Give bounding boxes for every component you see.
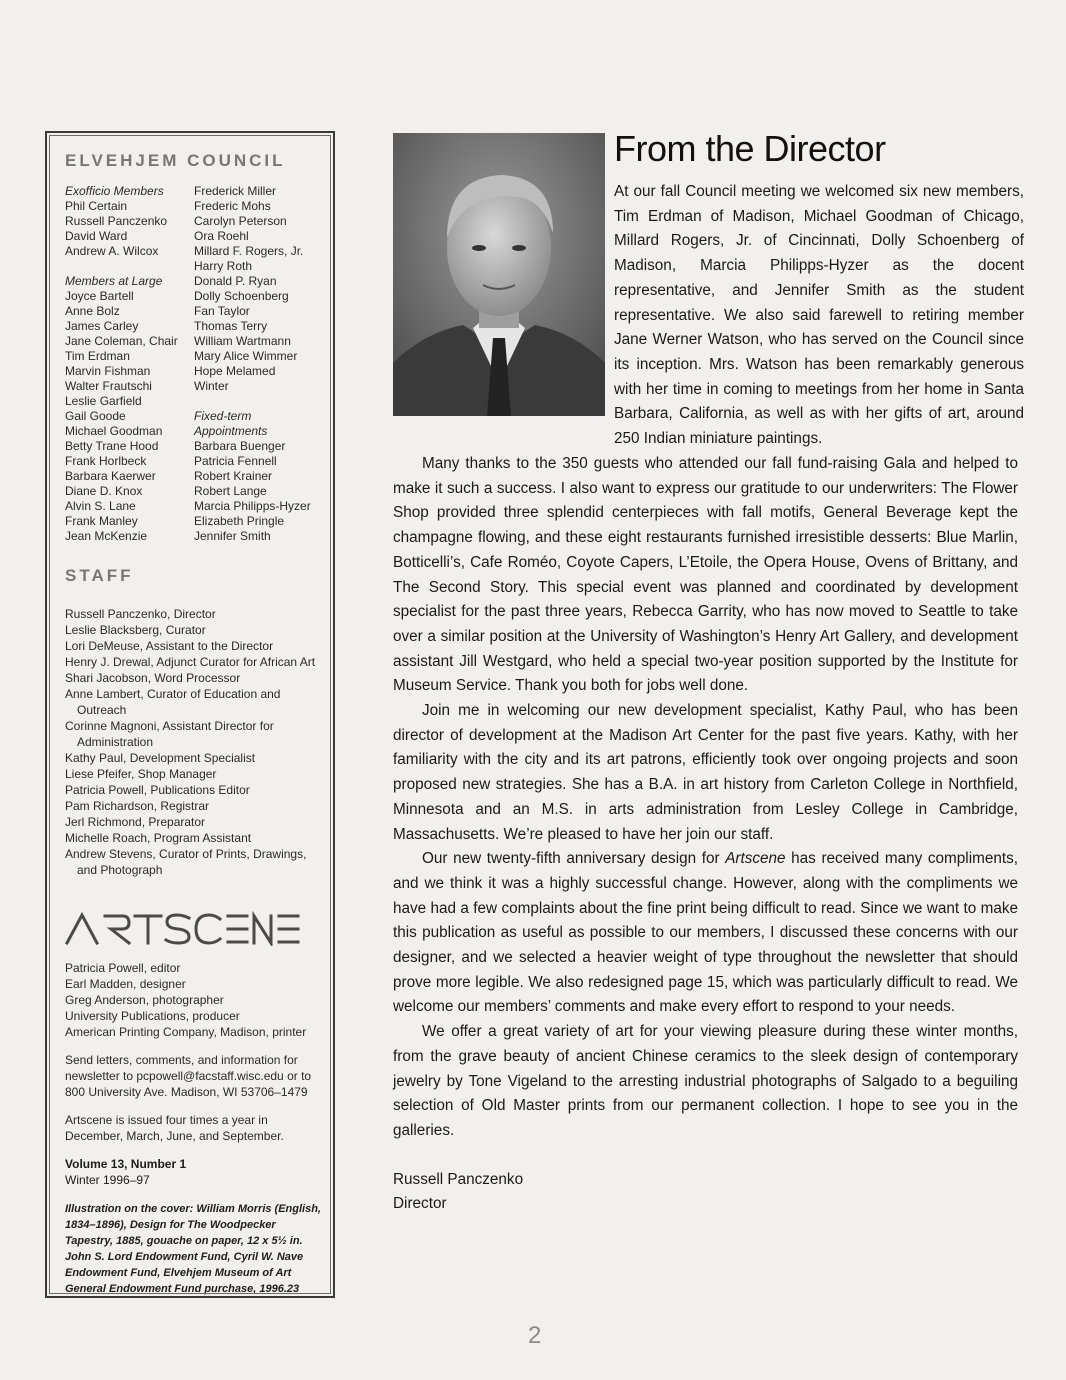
page-number: 2 [528, 1322, 542, 1349]
council-member: Marvin Fishman [65, 364, 151, 378]
council-member: Michael Goodman [65, 424, 163, 438]
signature [393, 1168, 1018, 1217]
council-member: Diane D. Knox [65, 484, 143, 498]
staff-member: Kathy Paul, Development Specialist [65, 751, 256, 765]
volume-number: Volume 13, Number 1 [65, 1157, 187, 1171]
council-member: Russell Panczenko [65, 214, 168, 228]
council-member: Frank Horlbeck [65, 454, 147, 468]
council-member: Frederick Miller [194, 184, 277, 198]
article-intro [614, 180, 1024, 452]
staff-member: Shari Jacobson, Word Processor [65, 671, 241, 685]
council-member: Gail Goode [65, 409, 126, 423]
council-member: Barbara Buenger [194, 439, 286, 453]
staff-member: Leslie Blacksberg, Curator [65, 623, 206, 637]
list-spacer [65, 259, 194, 274]
staff-member: Lori DeMeuse, Assistant to the Director [65, 639, 274, 653]
council-column-2 [194, 184, 323, 544]
council-member: Jane Coleman, Chair [65, 334, 178, 348]
council-member: Jennifer Smith [194, 529, 271, 543]
council-group-label: Exofficio Members [65, 184, 164, 198]
contact-info: Send letters, comments, and information for newsletter to pcpowell@facstaff.wisc.edu or to 800 University Ave. Madison, WI 53706–1479 [65, 1053, 312, 1099]
council-group-label: Members at Large [65, 274, 163, 288]
signature-title: Director [393, 1195, 447, 1213]
council-member: Ora Roehl [194, 229, 249, 243]
credit-line: Earl Madden, designer [65, 977, 186, 991]
council-group-label: Fixed-term [194, 409, 252, 423]
design-text-2: has received many compliments, and we think it was a highly successful change. However, along with the compliments we have had a few complaints about the fine print being difficult to read. Since we want to make this publication as useful as possible to our members, I discussed these concerns with our designer, and we selected a heavier weight of type throughout the newsletter that should prove more legible. We also redesigned page 15, which was particularly difficult to read. We welcome our members’ comments and make every effort to respond to your needs. [393, 850, 1018, 1016]
council-member: Robert Lange [194, 484, 267, 498]
design-text-1: Our new twenty-fifth anniversary design for [422, 850, 726, 868]
council-member: Anne Bolz [65, 304, 120, 318]
volume-info [65, 1156, 323, 1188]
staff-member: Pam Richardson, Registrar [65, 799, 210, 813]
sidebar-box [45, 131, 335, 1298]
council-member: Robert Krainer [194, 469, 273, 483]
council-member: Frank Manley [65, 514, 138, 528]
council-member: Elizabeth Pringle [194, 514, 285, 528]
intro-paragraph: At our fall Council meeting we welcomed six new members, Tim Erdman of Madison, Michael Goodman of Chicago, Millard Rogers, Jr. of Cincinnati, Dolly Schoenberg of Madison, Marcia Philipps-Hyzer as the docent representative, and Jennifer Smith as the student representative. We also said farewell to retiring member Jane Werner Watson, who has served on the Council since its inception. Mrs. Watson has been remarkably generous with her time in coming to meetings from her home in Santa Barbara, California, as well as with her gifts of art, around 250 Indian miniature paintings. [614, 183, 1024, 448]
signature-name: Russell Panczenko [393, 1170, 524, 1188]
council-list [65, 184, 323, 544]
council-member: Dolly Schoenberg [194, 289, 289, 303]
council-member: Andrew A. Wilcox [65, 244, 159, 258]
staff-member: Henry J. Drewal, Adjunct Curator for African Art [65, 655, 316, 669]
council-member: Alvin S. Lane [65, 499, 136, 513]
council-member: David Ward [65, 229, 128, 243]
volume-season: Winter 1996–97 [65, 1173, 150, 1187]
council-member: Carolyn Peterson [194, 214, 287, 228]
publication-name: Artscene [725, 850, 786, 868]
council-member: James Carley [65, 319, 139, 333]
paragraph-new-specialist: Join me in welcoming our new development specialist, Kathy Paul, who has been director of development at the Madison Art Center for the past five years. Kathy, with her familiarity with the city and its art patrons, efficiently took over ongoing projects and soon proposed new strategies. She has a B.A. in art history from Carleton College in Northfield, Minnesota and an M.S. in arts administration from Lesley College in Cambridge, Massachusetts. We’re pleased to have her join our staff. [393, 702, 1018, 843]
council-member: Harry Roth [194, 259, 253, 273]
staff-heading: STAFF [65, 566, 134, 585]
paragraph-design [393, 847, 1018, 1020]
council-member: Betty Trane Hood [65, 439, 159, 453]
council-member: Tim Erdman [65, 349, 130, 363]
issue-schedule: Artscene is issued four times a year in December, March, June, and September. [65, 1113, 284, 1143]
council-member: Mary Alice Wimmer [194, 349, 298, 363]
council-member: Joyce Bartell [65, 289, 134, 303]
council-member: Hope Melamed [194, 364, 276, 378]
council-member: Leslie Garfield [65, 394, 142, 408]
council-heading: ELVEHJEM COUNCIL [65, 151, 286, 170]
credit-line: American Printing Company, Madison, printer [65, 1025, 307, 1039]
council-member: William Wartmann [194, 334, 291, 348]
staff-member: Liese Pfeifer, Shop Manager [65, 767, 217, 781]
sidebar-content [65, 151, 323, 1297]
article-title: From the Director [614, 128, 886, 169]
staff-member: Jerl Richmond, Preparator [65, 815, 206, 829]
director-portrait-photo [393, 133, 605, 416]
artscene-logo [65, 910, 300, 946]
council-member: Fan Taylor [194, 304, 250, 318]
paragraph-gala: Many thanks to the 350 guests who attended our fall fund-raising Gala and helped to make it such a success. I also want to express our gratitude to our underwriters: The Flower Shop provided three splendid centerpieces with fall motifs, General Beverage kept the champagne flowing, and these eight restaurants furnished irresistible desserts: Blue Marlin, Botticelli’s, Cafe Roméo, Coyote Capers, L’Etoile, the Opera House, Ovens of Brittany, and The Second Story. This special event was planned and coordinated by development specialist for the past three years, Rebecca Garrity, who has now moved to Seattle to take over a similar position at the University of Washington’s Henry Art Gallery, and development assistant Jill Westgard, who held a special two-year position supported by the Institute for Museum Service. Thank you both for jobs well done. [393, 455, 1018, 695]
staff-member: Michelle Roach, Program Assistant [65, 831, 252, 845]
council-member: Barbara Kaerwer [65, 469, 156, 483]
credit-line: Greg Anderson, photographer [65, 993, 224, 1007]
article-body [393, 452, 1018, 1217]
council-member: Donald P. Ryan [194, 274, 277, 288]
staff-member: Patricia Powell, Publications Editor [65, 783, 250, 797]
credit-line: University Publications, producer [65, 1009, 240, 1023]
credits-list [65, 960, 323, 1040]
staff-member: Corinne Magnoni, Assistant Director for Administration [65, 719, 274, 749]
council-member: Winter [194, 379, 229, 393]
staff-list [65, 606, 323, 878]
council-member: Marcia Philipps-Hyzer [194, 499, 311, 513]
council-member: Walter Frautschi [65, 379, 152, 393]
credit-line: Patricia Powell, editor [65, 961, 181, 975]
paragraph-exhibitions: We offer a great variety of art for your viewing pleasure during these winter months, from the grave beauty of ancient Chinese ceramics to the sleek design of contemporary jewelry by Tone Vigeland to the arresting industrial photographs of Salgado to a beguiling selection of Old Master prints from our permanent collection. I hope to see you in the galleries. [393, 1023, 1018, 1139]
staff-member: Andrew Stevens, Curator of Prints, Drawings, and Photograph [65, 847, 307, 877]
staff-member: Russell Panczenko, Director [65, 607, 216, 621]
council-member: Jean McKenzie [65, 529, 148, 543]
council-member: Frederic Mohs [194, 199, 271, 213]
cover-caption: Illustration on the cover: William Morris (English, 1834–1896), Design for The Woodpecker Tapestry, 1885, gouache on paper, 12 x 5½ in. John S. Lord Endowment Fund, Cyril W. Nave Endowment Fund, Elvehjem Museum of Art General Endowment Fund purchase, 1996.23 [65, 1203, 321, 1295]
council-member: Phil Certain [65, 199, 128, 213]
council-group-label: Appointments [194, 424, 268, 438]
staff-member: Anne Lambert, Curator of Education and Outreach [65, 687, 281, 717]
council-column-1 [65, 184, 194, 544]
council-member: Millard F. Rogers, Jr. [194, 244, 304, 258]
council-member: Patricia Fennell [194, 454, 277, 468]
list-spacer [194, 394, 323, 409]
council-member: Thomas Terry [194, 319, 268, 333]
